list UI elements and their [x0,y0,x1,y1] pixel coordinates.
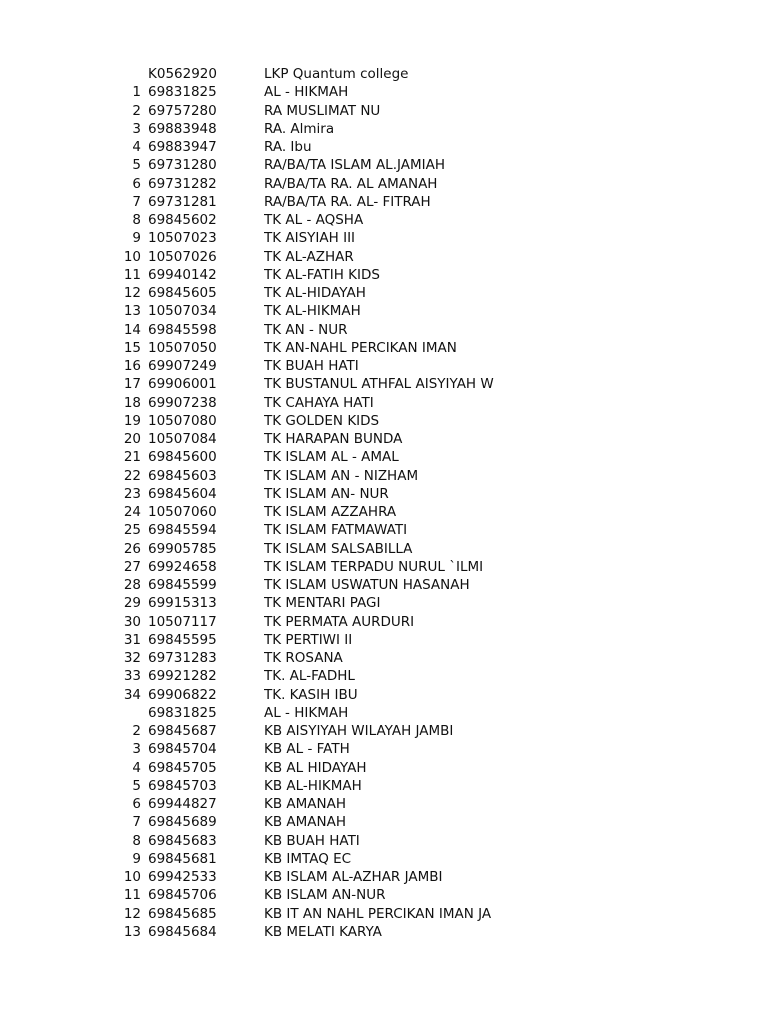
school-code: 69845600 [148,449,217,466]
school-name: KB AL HIDAYAH [264,759,367,776]
school-code: 10507080 [148,412,217,429]
school-name: AL - HIKMAH [264,84,349,101]
school-code: 69845681 [148,850,217,867]
school-name: TK CAHAYA HATI [264,394,374,411]
school-code: 69831825 [148,704,217,721]
school-code: 69831825 [148,84,217,101]
school-name: TK ROSANA [264,650,343,666]
school-name: KB AL - FATH [264,741,350,758]
school-name: KB ISLAM AL-AZHAR JAMBI [264,869,443,885]
table-row [0,521,768,539]
row-number: 6 [132,175,141,192]
school-name: TK ISLAM AN- NUR [264,485,389,502]
row-number: 4 [132,139,141,155]
school-code: 69731283 [148,650,217,666]
row-number: 30 [123,613,141,630]
school-name: TK ISLAM AZZAHRA [264,504,397,520]
table-row [0,704,768,722]
school-code: 10507060 [148,504,217,520]
school-code: 69845706 [148,887,217,904]
school-code: 69845599 [148,577,217,593]
school-code: 69845605 [148,285,217,301]
table-row [0,485,768,503]
row-number: 18 [123,394,141,411]
row-number: 3 [132,741,141,758]
table-row [0,266,768,284]
school-name: TK ISLAM AL - AMAL [264,449,399,466]
row-number: 23 [123,485,141,502]
table-row [0,65,768,83]
row-number: 8 [132,212,141,228]
table-row [0,394,768,412]
row-number: 4 [132,759,141,776]
school-code: 69845598 [148,321,217,338]
table-row [0,905,768,923]
school-name: TK AL-HIDAYAH [264,285,366,301]
school-name: KB AMANAH [264,796,347,812]
row-number: 10 [123,248,141,265]
school-code: 69906822 [148,686,217,703]
school-name: TK BUSTANUL ATHFAL AISYIYAH W [264,376,494,393]
row-number: 31 [123,631,141,648]
table-row [0,448,768,466]
row-number: 27 [123,558,141,575]
school-name: TK MENTARI PAGI [264,595,381,612]
school-name: TK AL-FATIH KIDS [264,266,380,283]
school-code: 69924658 [148,558,217,575]
school-code: 10507084 [148,431,217,447]
school-name: TK AN - NUR [264,321,348,338]
row-number: 28 [123,577,141,593]
table-row [0,248,768,266]
school-name: TK GOLDEN KIDS [264,412,380,429]
row-number: 2 [132,102,141,119]
school-code: 10507050 [148,339,217,356]
table-row [0,412,768,430]
school-name: TK BUAH HATI [264,358,359,374]
table-row [0,339,768,357]
row-number: 20 [123,431,141,447]
row-number: 12 [123,905,141,922]
table-row [0,795,768,813]
school-code: 69905785 [148,540,217,557]
school-code: 69845604 [148,485,217,502]
row-number: 21 [123,449,141,466]
school-code: 69845684 [148,923,217,940]
table-row [0,357,768,375]
school-code: 10507034 [148,303,217,320]
school-code: 69731280 [148,157,217,174]
table-row [0,211,768,229]
row-number: 7 [132,193,141,210]
table-row [0,193,768,211]
school-name: TK ISLAM AN - NIZHAM [264,467,419,484]
table-row [0,120,768,138]
school-name: KB AMANAH [264,814,347,831]
school-code: 69845595 [148,631,217,648]
school-name: TK AN-NAHL PERCIKAN IMAN [264,339,457,356]
row-number: 1 [132,84,141,101]
row-number: 9 [132,230,141,247]
school-code: 10507117 [148,613,217,630]
school-code: 69940142 [148,266,217,283]
school-name: RA MUSLIMAT NU [264,102,381,119]
school-name: KB ISLAM AN-NUR [264,887,386,904]
row-number: 29 [123,595,141,612]
table-row [0,777,768,795]
table-row [0,576,768,594]
row-number: 8 [132,832,141,849]
row-number: 14 [123,321,141,338]
table-row [0,667,768,685]
school-name: TK ISLAM SALSABILLA [264,540,413,557]
school-code: 69883947 [148,139,217,155]
school-code: 69845703 [148,777,217,794]
row-number: 34 [123,686,141,703]
row-number: 11 [123,887,141,904]
row-number: 2 [132,723,141,739]
school-name: LKP Quantum college [264,66,409,82]
table-row [0,156,768,174]
table-row [0,375,768,393]
school-code: 69757280 [148,102,217,119]
table-row [0,613,768,631]
table-row [0,540,768,558]
school-name: TK AL-AZHAR [264,248,354,265]
school-code: 69906001 [148,376,217,393]
school-code: 10507026 [148,248,217,265]
row-number: 12 [123,285,141,301]
row-number: 13 [123,303,141,320]
school-name: KB IT AN NAHL PERCIKAN IMAN JA [264,905,492,922]
school-code: 69845705 [148,759,217,776]
school-code: 69845704 [148,741,217,758]
table-row [0,813,768,831]
row-number: 10 [123,869,141,885]
school-code: 69731282 [148,175,217,192]
school-code: 69915313 [148,595,217,612]
school-list [0,65,768,941]
row-number: 9 [132,850,141,867]
row-number: 33 [123,668,141,685]
table-row [0,740,768,758]
table-row [0,102,768,120]
school-name: TK. KASIH IBU [264,686,358,703]
school-name: KB AISYIYAH WILAYAH JAMBI [264,723,454,739]
table-row [0,886,768,904]
table-row [0,175,768,193]
school-name: TK. AL-FADHL [264,668,355,685]
school-code: 69731281 [148,193,217,210]
school-name: RA/BA/TA RA. AL- FITRAH [264,193,431,210]
school-code: 69845594 [148,522,217,539]
school-name: TK PERTIWI II [264,631,353,648]
table-row [0,467,768,485]
row-number: 7 [132,814,141,831]
school-name: TK ISLAM FATMAWATI [264,522,408,539]
school-name: TK AL - AQSHA [264,212,364,228]
table-row [0,631,768,649]
table-row [0,868,768,886]
school-code: 10507023 [148,230,217,247]
school-name: RA. Ibu [264,139,312,155]
table-row [0,649,768,667]
school-name: RA/BA/TA RA. AL AMANAH [264,175,438,192]
school-name: KB MELATI KARYA [264,923,382,940]
school-name: KB AL-HIKMAH [264,777,362,794]
school-name: TK ISLAM TERPADU NURUL `ILMI [264,558,484,575]
table-row [0,722,768,740]
table-row [0,138,768,156]
table-row [0,83,768,101]
table-row [0,503,768,521]
school-code: 69907249 [148,358,217,374]
school-code: 69907238 [148,394,217,411]
school-code: 69845687 [148,723,217,739]
school-name: KB BUAH HATI [264,832,360,849]
table-row [0,430,768,448]
school-code: 69845683 [148,832,217,849]
row-number: 5 [132,157,141,174]
row-number: 16 [123,358,141,374]
school-code: 69942533 [148,869,217,885]
table-row [0,594,768,612]
school-name: RA/BA/TA ISLAM AL.JAMIAH [264,157,445,174]
row-number: 6 [132,796,141,812]
school-name: AL - HIKMAH [264,704,349,721]
school-name: TK AL-HIKMAH [264,303,361,320]
table-row [0,850,768,868]
row-number: 15 [123,339,141,356]
school-name: TK PERMATA AURDURI [264,613,415,630]
row-number: 32 [123,650,141,666]
table-row [0,558,768,576]
school-name: TK ISLAM USWATUN HASANAH [264,577,470,593]
table-row [0,759,768,777]
row-number: 3 [132,120,141,137]
school-code: 69883948 [148,120,217,137]
row-number: 13 [123,923,141,940]
table-row [0,832,768,850]
school-name: KB IMTAQ EC [264,850,352,867]
school-code: 69944827 [148,796,217,812]
school-name: TK AISYIAH III [264,230,356,247]
row-number: 25 [123,522,141,539]
row-number: 17 [123,376,141,393]
school-code: 69845603 [148,467,217,484]
table-row [0,686,768,704]
row-number: 11 [123,266,141,283]
row-number: 22 [123,467,141,484]
row-number: 26 [123,540,141,557]
school-name: RA. Almira [264,120,335,137]
school-code: 69845685 [148,905,217,922]
school-name: TK HARAPAN BUNDA [264,431,403,447]
school-code: 69845602 [148,212,217,228]
school-code: 69921282 [148,668,217,685]
row-number: 24 [123,504,141,520]
table-row [0,284,768,302]
table-row [0,229,768,247]
row-number: 5 [132,777,141,794]
table-row [0,321,768,339]
table-row [0,923,768,941]
school-code: K0562920 [148,66,217,82]
table-row [0,302,768,320]
row-number: 19 [123,412,141,429]
school-code: 69845689 [148,814,217,831]
